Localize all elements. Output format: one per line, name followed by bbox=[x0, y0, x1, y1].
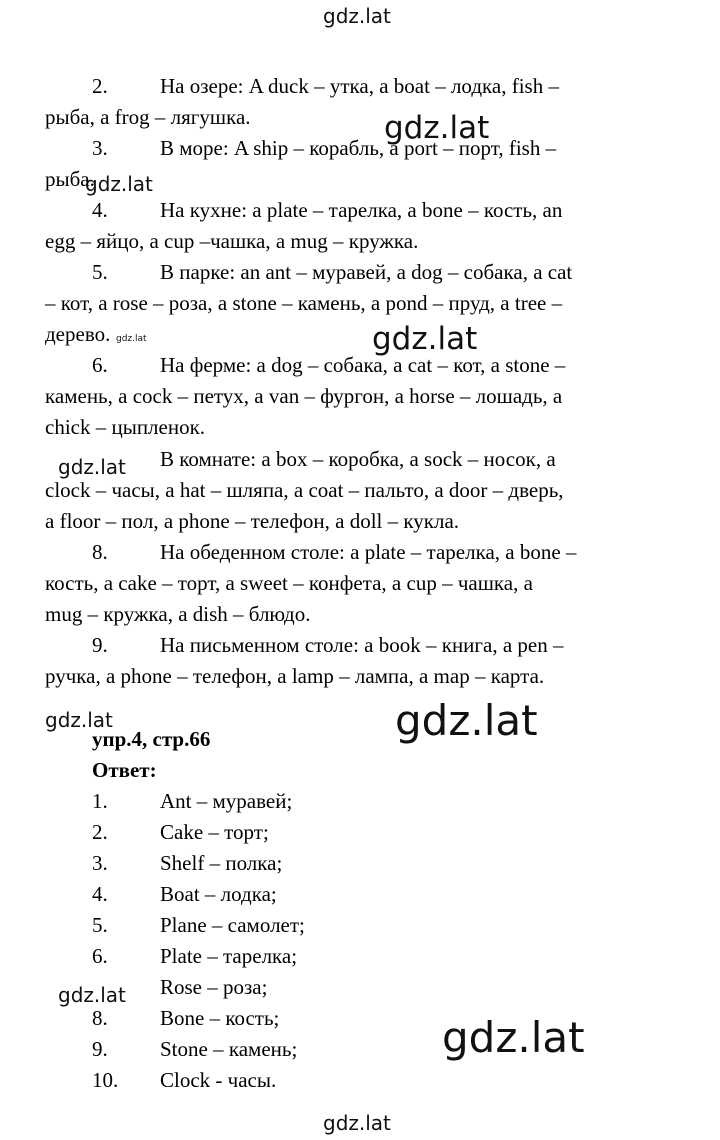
answer-number: 5. bbox=[92, 913, 108, 937]
item-number: 8. bbox=[92, 540, 108, 564]
item-number: 3. bbox=[92, 136, 108, 160]
item-text-continued: камень, a cock – петух, a van – фургон, a horse – лошадь, a bbox=[45, 384, 563, 408]
watermark: gdz.lat bbox=[442, 1013, 585, 1062]
item-text-continued: рыба. bbox=[45, 167, 95, 191]
item-text-continued: ручка, a phone – телефон, a lamp – лампа, a map – карта. bbox=[45, 664, 545, 688]
item-text-continued: clock – часы, a hat – шляпа, a coat – пальто, a door – дверь, bbox=[45, 478, 564, 502]
answer-text: Shelf – полка; bbox=[160, 851, 283, 875]
answer-text: Boat – лодка; bbox=[160, 882, 277, 906]
item-text-continued: egg – яйцо, a cup –чашка, a mug – кружка. bbox=[45, 229, 419, 253]
item-text: На озере: A duck – утка, a boat – лодка, fish – bbox=[160, 74, 559, 98]
watermark: gdz.lat bbox=[116, 334, 147, 344]
answer-number: 8. bbox=[92, 1006, 108, 1030]
answer-number: 2. bbox=[92, 820, 108, 844]
answer-number: 9. bbox=[92, 1037, 108, 1061]
watermark: gdz.lat bbox=[372, 321, 478, 357]
answer-text: Clock - часы. bbox=[160, 1068, 277, 1092]
answer-number: 3. bbox=[92, 851, 108, 875]
answer-number: 1. bbox=[92, 789, 108, 813]
answer-text: Rose – роза; bbox=[160, 975, 268, 999]
item-text: На кухне: a plate – тарелка, a bone – кость, an bbox=[160, 198, 563, 222]
watermark: gdz.lat bbox=[323, 4, 391, 28]
answer-text: Plane – самолет; bbox=[160, 913, 305, 937]
watermark: gdz.lat bbox=[85, 172, 153, 196]
item-number: 4. bbox=[92, 198, 108, 222]
item-text-continued: chick – цыпленок. bbox=[45, 415, 206, 439]
answer-number: 6. bbox=[92, 944, 108, 968]
answer-number: 4. bbox=[92, 882, 108, 906]
answer-text: Bone – кость; bbox=[160, 1006, 280, 1030]
watermark: gdz.lat bbox=[58, 983, 126, 1007]
item-text-continued: – кот, a rose – роза, a stone – камень, a pond – пруд, a tree – bbox=[45, 291, 563, 315]
item-number: 9. bbox=[92, 633, 108, 657]
watermark: gdz.lat bbox=[58, 455, 126, 479]
item-text: На ферме: a dog – собака, a cat – кот, a stone – bbox=[160, 353, 566, 377]
item-number: 2. bbox=[92, 74, 108, 98]
watermark: gdz.lat bbox=[323, 1111, 391, 1135]
item-text: На письменном столе: a book – книга, a pen – bbox=[160, 633, 564, 657]
item-text-continued: рыба, a frog – лягушка. bbox=[45, 105, 251, 129]
item-text: На обеденном столе: a plate – тарелка, a bone – bbox=[160, 540, 577, 564]
item-text-continued: a floor – пол, a phone – телефон, a doll – кукла. bbox=[45, 509, 460, 533]
watermark: gdz.lat bbox=[395, 696, 538, 745]
watermark: gdz.lat bbox=[384, 110, 490, 146]
item-number: 6. bbox=[92, 353, 108, 377]
answer-text: Cake – торт; bbox=[160, 820, 269, 844]
item-text: В комнате: a box – коробка, a sock – носок, a bbox=[160, 447, 556, 471]
watermark: gdz.lat bbox=[45, 708, 113, 732]
item-text-continued: mug – кружка, a dish – блюдо. bbox=[45, 602, 311, 626]
item-text-continued: кость, a cake – торт, a sweet – конфета, a cup – чашка, a bbox=[45, 571, 533, 595]
exercise-title: упр.4, стр.66 bbox=[92, 727, 211, 751]
item-number: 5. bbox=[92, 260, 108, 284]
item-text: В море: A ship – корабль, a port – порт, fish – bbox=[160, 136, 557, 160]
answer-text: Plate – тарелка; bbox=[160, 944, 298, 968]
item-text: В парке: an ant – муравей, a dog – собака, a cat bbox=[160, 260, 573, 284]
answer-label: Ответ: bbox=[92, 758, 157, 782]
answer-number: 10. bbox=[92, 1068, 119, 1092]
item-text-continued: дерево. bbox=[45, 322, 111, 346]
answer-text: Ant – муравей; bbox=[160, 789, 293, 813]
answer-text: Stone – камень; bbox=[160, 1037, 298, 1061]
